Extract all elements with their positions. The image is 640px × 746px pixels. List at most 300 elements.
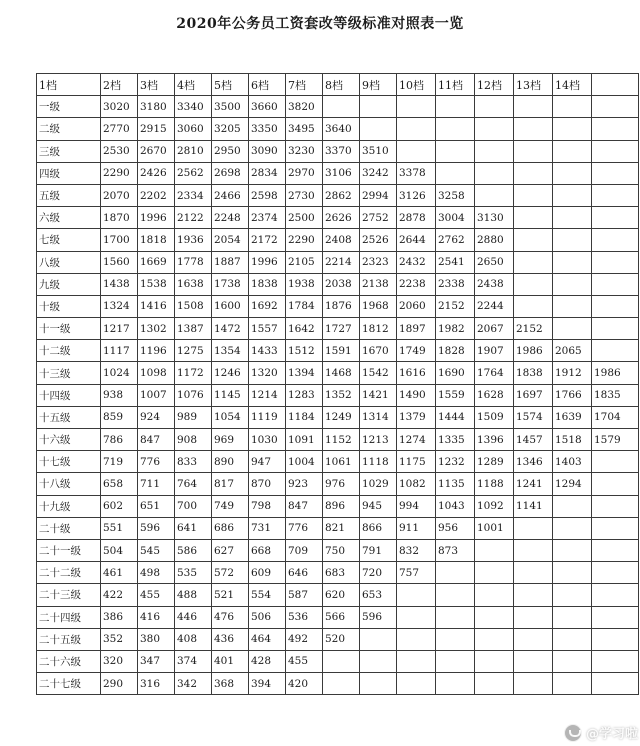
salary-cell: 464	[249, 628, 286, 650]
salary-cell	[553, 118, 592, 140]
salary-cell: 1092	[475, 495, 514, 517]
salary-cell: 776	[286, 517, 323, 539]
salary-cell: 572	[212, 562, 249, 584]
salary-cell: 653	[360, 584, 397, 606]
salary-cell: 686	[212, 517, 249, 539]
grade-label: 五级	[37, 184, 101, 206]
salary-cell: 1214	[249, 384, 286, 406]
salary-cell	[553, 650, 592, 672]
salary-cell: 859	[101, 406, 138, 428]
salary-cell: 1217	[101, 318, 138, 340]
salary-cell: 1403	[553, 451, 592, 473]
salary-cell: 969	[212, 429, 249, 451]
salary-cell	[475, 162, 514, 184]
header-cell: 13档	[514, 74, 553, 96]
salary-cell: 342	[175, 673, 212, 695]
salary-cell	[592, 340, 639, 362]
salary-cell	[360, 673, 397, 695]
salary-cell: 908	[175, 429, 212, 451]
salary-cell: 535	[175, 562, 212, 584]
salary-cell: 1246	[212, 362, 249, 384]
salary-cell: 3378	[397, 162, 436, 184]
grade-label: 十八级	[37, 473, 101, 495]
table-row	[37, 673, 639, 695]
salary-cell	[592, 650, 639, 672]
header-cell	[592, 74, 639, 96]
salary-cell	[553, 495, 592, 517]
salary-cell: 3004	[436, 207, 475, 229]
salary-cell	[553, 318, 592, 340]
table-row	[37, 295, 639, 317]
salary-cell: 1509	[475, 406, 514, 428]
grade-label: 六级	[37, 207, 101, 229]
salary-cell: 798	[249, 495, 286, 517]
salary-cell: 1670	[360, 340, 397, 362]
salary-cell: 2152	[514, 318, 553, 340]
salary-cell: 1628	[475, 384, 514, 406]
salary-cell: 832	[397, 539, 436, 561]
salary-cell: 873	[436, 539, 475, 561]
salary-cell: 446	[175, 606, 212, 628]
salary-cell: 1091	[286, 429, 323, 451]
salary-cell: 1141	[514, 495, 553, 517]
salary-cell: 1638	[175, 273, 212, 295]
salary-cell	[592, 184, 639, 206]
salary-cell	[475, 140, 514, 162]
salary-cell: 1274	[397, 429, 436, 451]
salary-cell	[592, 584, 639, 606]
salary-cell: 596	[138, 517, 175, 539]
salary-cell: 1986	[592, 362, 639, 384]
salary-cell: 1512	[286, 340, 323, 362]
salary-cell: 504	[101, 539, 138, 561]
salary-cell: 2152	[436, 295, 475, 317]
grade-label: 二十四级	[37, 606, 101, 628]
salary-cell: 2038	[323, 273, 360, 295]
table-row	[37, 473, 639, 495]
salary-cell: 1870	[101, 207, 138, 229]
salary-cell: 627	[212, 539, 249, 561]
salary-cell: 1444	[436, 406, 475, 428]
salary-cell: 994	[397, 495, 436, 517]
salary-cell: 2122	[175, 207, 212, 229]
salary-cell: 455	[286, 650, 323, 672]
salary-cell: 3126	[397, 184, 436, 206]
salary-cell: 1118	[360, 451, 397, 473]
salary-cell: 1912	[553, 362, 592, 384]
grade-label: 二级	[37, 118, 101, 140]
salary-cell: 498	[138, 562, 175, 584]
salary-cell: 890	[212, 451, 249, 473]
salary-cell: 3205	[212, 118, 249, 140]
grade-label: 十六级	[37, 429, 101, 451]
salary-cell: 1082	[397, 473, 436, 495]
salary-cell: 1591	[323, 340, 360, 362]
salary-cell: 1314	[360, 406, 397, 428]
salary-cell: 709	[286, 539, 323, 561]
salary-cell	[475, 606, 514, 628]
salary-cell: 1416	[138, 295, 175, 317]
salary-cell	[475, 562, 514, 584]
salary-cell: 3060	[175, 118, 212, 140]
grade-label: 十九级	[37, 495, 101, 517]
salary-cell	[592, 495, 639, 517]
salary-cell: 1387	[175, 318, 212, 340]
grade-label: 二十七级	[37, 673, 101, 695]
salary-cell: 1054	[212, 406, 249, 428]
salary-cell: 896	[323, 495, 360, 517]
salary-cell	[475, 118, 514, 140]
salary-cell: 2060	[397, 295, 436, 317]
salary-cell: 1061	[323, 451, 360, 473]
salary-cell	[553, 162, 592, 184]
header-cell: 9档	[360, 74, 397, 96]
salary-cell: 1560	[101, 251, 138, 273]
salary-cell	[553, 207, 592, 229]
salary-cell	[323, 650, 360, 672]
salary-cell: 1294	[553, 473, 592, 495]
salary-cell: 461	[101, 562, 138, 584]
table-row	[37, 207, 639, 229]
salary-cell: 1043	[436, 495, 475, 517]
salary-cell	[514, 584, 553, 606]
salary-cell: 1145	[212, 384, 249, 406]
salary-cell: 1828	[436, 340, 475, 362]
header-cell: 2档	[101, 74, 138, 96]
table-row	[37, 562, 639, 584]
header-row	[37, 74, 639, 96]
salary-cell: 2105	[286, 251, 323, 273]
watermark	[564, 723, 638, 742]
salary-cell: 1542	[360, 362, 397, 384]
table-row	[37, 517, 639, 539]
salary-cell: 1117	[101, 340, 138, 362]
salary-cell: 1007	[138, 384, 175, 406]
table-row	[37, 340, 639, 362]
header-cell: 7档	[286, 74, 323, 96]
salary-cell: 2290	[286, 229, 323, 251]
salary-cell: 2770	[101, 118, 138, 140]
salary-cell	[592, 318, 639, 340]
salary-cell: 1508	[175, 295, 212, 317]
salary-cell	[397, 606, 436, 628]
salary-cell: 492	[286, 628, 323, 650]
salary-cell: 2970	[286, 162, 323, 184]
salary-cell	[592, 673, 639, 695]
salary-cell	[360, 96, 397, 118]
salary-cell: 1283	[286, 384, 323, 406]
table-row	[37, 539, 639, 561]
salary-cell	[475, 584, 514, 606]
salary-cell: 1346	[514, 451, 553, 473]
salary-cell: 1690	[436, 362, 475, 384]
salary-cell: 1616	[397, 362, 436, 384]
salary-cell	[553, 184, 592, 206]
salary-cell	[514, 273, 553, 295]
salary-cell: 2670	[138, 140, 175, 162]
salary-cell: 2915	[138, 118, 175, 140]
table-row	[37, 96, 639, 118]
salary-cell: 2880	[475, 229, 514, 251]
salary-cell: 757	[397, 562, 436, 584]
salary-cell: 658	[101, 473, 138, 495]
salary-cell: 2950	[212, 140, 249, 162]
salary-cell: 347	[138, 650, 175, 672]
salary-cell: 1835	[592, 384, 639, 406]
grade-label: 九级	[37, 273, 101, 295]
table-row	[37, 628, 639, 650]
salary-cell: 1897	[397, 318, 436, 340]
salary-cell: 428	[249, 650, 286, 672]
salary-cell: 866	[360, 517, 397, 539]
salary-cell: 1490	[397, 384, 436, 406]
salary-cell: 2626	[323, 207, 360, 229]
salary-cell: 380	[138, 628, 175, 650]
header-cell: 14档	[553, 74, 592, 96]
grade-label: 七级	[37, 229, 101, 251]
salary-cell: 1396	[475, 429, 514, 451]
salary-cell: 1838	[249, 273, 286, 295]
salary-cell	[553, 96, 592, 118]
salary-cell	[553, 628, 592, 650]
salary-cell: 2752	[360, 207, 397, 229]
salary-cell: 2202	[138, 184, 175, 206]
salary-cell: 401	[212, 650, 249, 672]
salary-cell: 586	[175, 539, 212, 561]
salary-cell: 1639	[553, 406, 592, 428]
salary-cell: 2650	[475, 251, 514, 273]
salary-cell: 1076	[175, 384, 212, 406]
header-cell: 4档	[175, 74, 212, 96]
header-cell: 6档	[249, 74, 286, 96]
salary-cell	[475, 650, 514, 672]
salary-cell: 1812	[360, 318, 397, 340]
table-row	[37, 606, 639, 628]
salary-cell: 938	[101, 384, 138, 406]
table-row	[37, 495, 639, 517]
salary-cell: 1098	[138, 362, 175, 384]
salary-cell: 1004	[286, 451, 323, 473]
salary-cell: 1241	[514, 473, 553, 495]
header-cell: 3档	[138, 74, 175, 96]
salary-cell: 817	[212, 473, 249, 495]
table-row	[37, 162, 639, 184]
salary-cell: 1600	[212, 295, 249, 317]
salary-cell: 3106	[323, 162, 360, 184]
salary-cell: 476	[212, 606, 249, 628]
table-row	[37, 584, 639, 606]
salary-cell: 2248	[212, 207, 249, 229]
table-row	[37, 384, 639, 406]
salary-cell	[592, 517, 639, 539]
salary-cell	[436, 562, 475, 584]
salary-cell: 1936	[175, 229, 212, 251]
grade-label: 二十六级	[37, 650, 101, 672]
header-cell: 1档	[37, 74, 101, 96]
salary-cell: 2070	[101, 184, 138, 206]
salary-cell	[514, 140, 553, 162]
salary-cell	[514, 184, 553, 206]
grade-label: 八级	[37, 251, 101, 273]
grade-label: 二十级	[37, 517, 101, 539]
salary-cell: 1818	[138, 229, 175, 251]
salary-cell	[514, 96, 553, 118]
salary-cell: 1538	[138, 273, 175, 295]
header-cell: 10档	[397, 74, 436, 96]
grade-label: 三级	[37, 140, 101, 162]
salary-cell	[553, 295, 592, 317]
salary-cell	[475, 184, 514, 206]
salary-cell	[475, 539, 514, 561]
grade-label: 十一级	[37, 318, 101, 340]
salary-cell	[592, 473, 639, 495]
salary-cell: 3660	[249, 96, 286, 118]
salary-cell: 320	[101, 650, 138, 672]
salary-cell: 641	[175, 517, 212, 539]
salary-cell: 1938	[286, 273, 323, 295]
salary-cell: 596	[360, 606, 397, 628]
header-cell: 8档	[323, 74, 360, 96]
watermark-text: @学习啦	[585, 727, 638, 742]
salary-cell	[514, 673, 553, 695]
salary-cell: 1421	[360, 384, 397, 406]
salary-cell: 2562	[175, 162, 212, 184]
watermark-logo-icon	[564, 724, 582, 742]
salary-cell: 394	[249, 673, 286, 695]
grade-label: 二十一级	[37, 539, 101, 561]
salary-cell: 1394	[286, 362, 323, 384]
salary-cell: 700	[175, 495, 212, 517]
salary-cell: 1001	[475, 517, 514, 539]
salary-cell: 1557	[249, 318, 286, 340]
salary-cell: 1175	[397, 451, 436, 473]
salary-cell: 923	[286, 473, 323, 495]
salary-cell: 1579	[592, 429, 639, 451]
salary-cell: 2762	[436, 229, 475, 251]
salary-cell: 1996	[249, 251, 286, 273]
salary-cell	[553, 673, 592, 695]
salary-cell: 1700	[101, 229, 138, 251]
salary-cell: 2214	[323, 251, 360, 273]
salary-cell	[323, 673, 360, 695]
grade-label: 十二级	[37, 340, 101, 362]
salary-cell: 1354	[212, 340, 249, 362]
salary-cell: 2698	[212, 162, 249, 184]
table-row	[37, 251, 639, 273]
salary-cell: 2374	[249, 207, 286, 229]
salary-cell	[475, 673, 514, 695]
salary-cell: 2438	[475, 273, 514, 295]
salary-cell: 1249	[323, 406, 360, 428]
salary-cell: 3495	[286, 118, 323, 140]
salary-cell: 1764	[475, 362, 514, 384]
salary-cell: 408	[175, 628, 212, 650]
grade-label: 二十五级	[37, 628, 101, 650]
salary-cell: 1468	[323, 362, 360, 384]
salary-cell: 416	[138, 606, 175, 628]
salary-cell	[514, 606, 553, 628]
table-row	[37, 429, 639, 451]
salary-cell: 720	[360, 562, 397, 584]
salary-cell: 2338	[436, 273, 475, 295]
salary-cell: 1196	[138, 340, 175, 362]
salary-cell: 1030	[249, 429, 286, 451]
salary-cell: 911	[397, 517, 436, 539]
salary-cell: 924	[138, 406, 175, 428]
salary-cell: 1232	[436, 451, 475, 473]
salary-cell: 2334	[175, 184, 212, 206]
salary-cell: 1518	[553, 429, 592, 451]
salary-cell: 1838	[514, 362, 553, 384]
salary-cell	[592, 451, 639, 473]
salary-cell: 1778	[175, 251, 212, 273]
salary-cell: 1887	[212, 251, 249, 273]
salary-cell	[592, 628, 639, 650]
salary-cell: 1188	[475, 473, 514, 495]
salary-cell: 1982	[436, 318, 475, 340]
salary-cell	[553, 562, 592, 584]
salary-cell: 3020	[101, 96, 138, 118]
salary-cell: 2730	[286, 184, 323, 206]
salary-cell: 1766	[553, 384, 592, 406]
salary-cell	[514, 628, 553, 650]
salary-cell: 551	[101, 517, 138, 539]
salary-cell	[514, 229, 553, 251]
salary-cell: 2426	[138, 162, 175, 184]
salary-cell	[592, 295, 639, 317]
salary-cell: 1172	[175, 362, 212, 384]
salary-cell: 3230	[286, 140, 323, 162]
header-cell: 12档	[475, 74, 514, 96]
table-row	[37, 184, 639, 206]
salary-cell: 1738	[212, 273, 249, 295]
salary-cell: 1335	[436, 429, 475, 451]
salary-cell: 731	[249, 517, 286, 539]
salary-cell: 1135	[436, 473, 475, 495]
salary-cell	[514, 650, 553, 672]
salary-cell: 1692	[249, 295, 286, 317]
salary-cell: 1876	[323, 295, 360, 317]
salary-cell: 2500	[286, 207, 323, 229]
salary-cell: 2994	[360, 184, 397, 206]
salary-cell	[553, 273, 592, 295]
salary-cell: 1784	[286, 295, 323, 317]
salary-cell	[553, 539, 592, 561]
salary-cell: 3130	[475, 207, 514, 229]
salary-cell: 554	[249, 584, 286, 606]
salary-cell: 683	[323, 562, 360, 584]
salary-cell	[475, 628, 514, 650]
salary-cell: 3640	[323, 118, 360, 140]
salary-cell: 1574	[514, 406, 553, 428]
salary-cell: 1184	[286, 406, 323, 428]
salary-cell	[592, 562, 639, 584]
salary-cell: 3510	[360, 140, 397, 162]
salary-cell: 750	[323, 539, 360, 561]
salary-cell: 488	[175, 584, 212, 606]
salary-cell: 2598	[249, 184, 286, 206]
salary-cell: 455	[138, 584, 175, 606]
salary-cell	[514, 251, 553, 273]
salary-cell: 2172	[249, 229, 286, 251]
salary-cell: 646	[286, 562, 323, 584]
salary-cell: 609	[249, 562, 286, 584]
salary-cell: 1907	[475, 340, 514, 362]
salary-cell	[436, 162, 475, 184]
salary-cell	[360, 628, 397, 650]
salary-cell: 1438	[101, 273, 138, 295]
grade-label: 十三级	[37, 362, 101, 384]
